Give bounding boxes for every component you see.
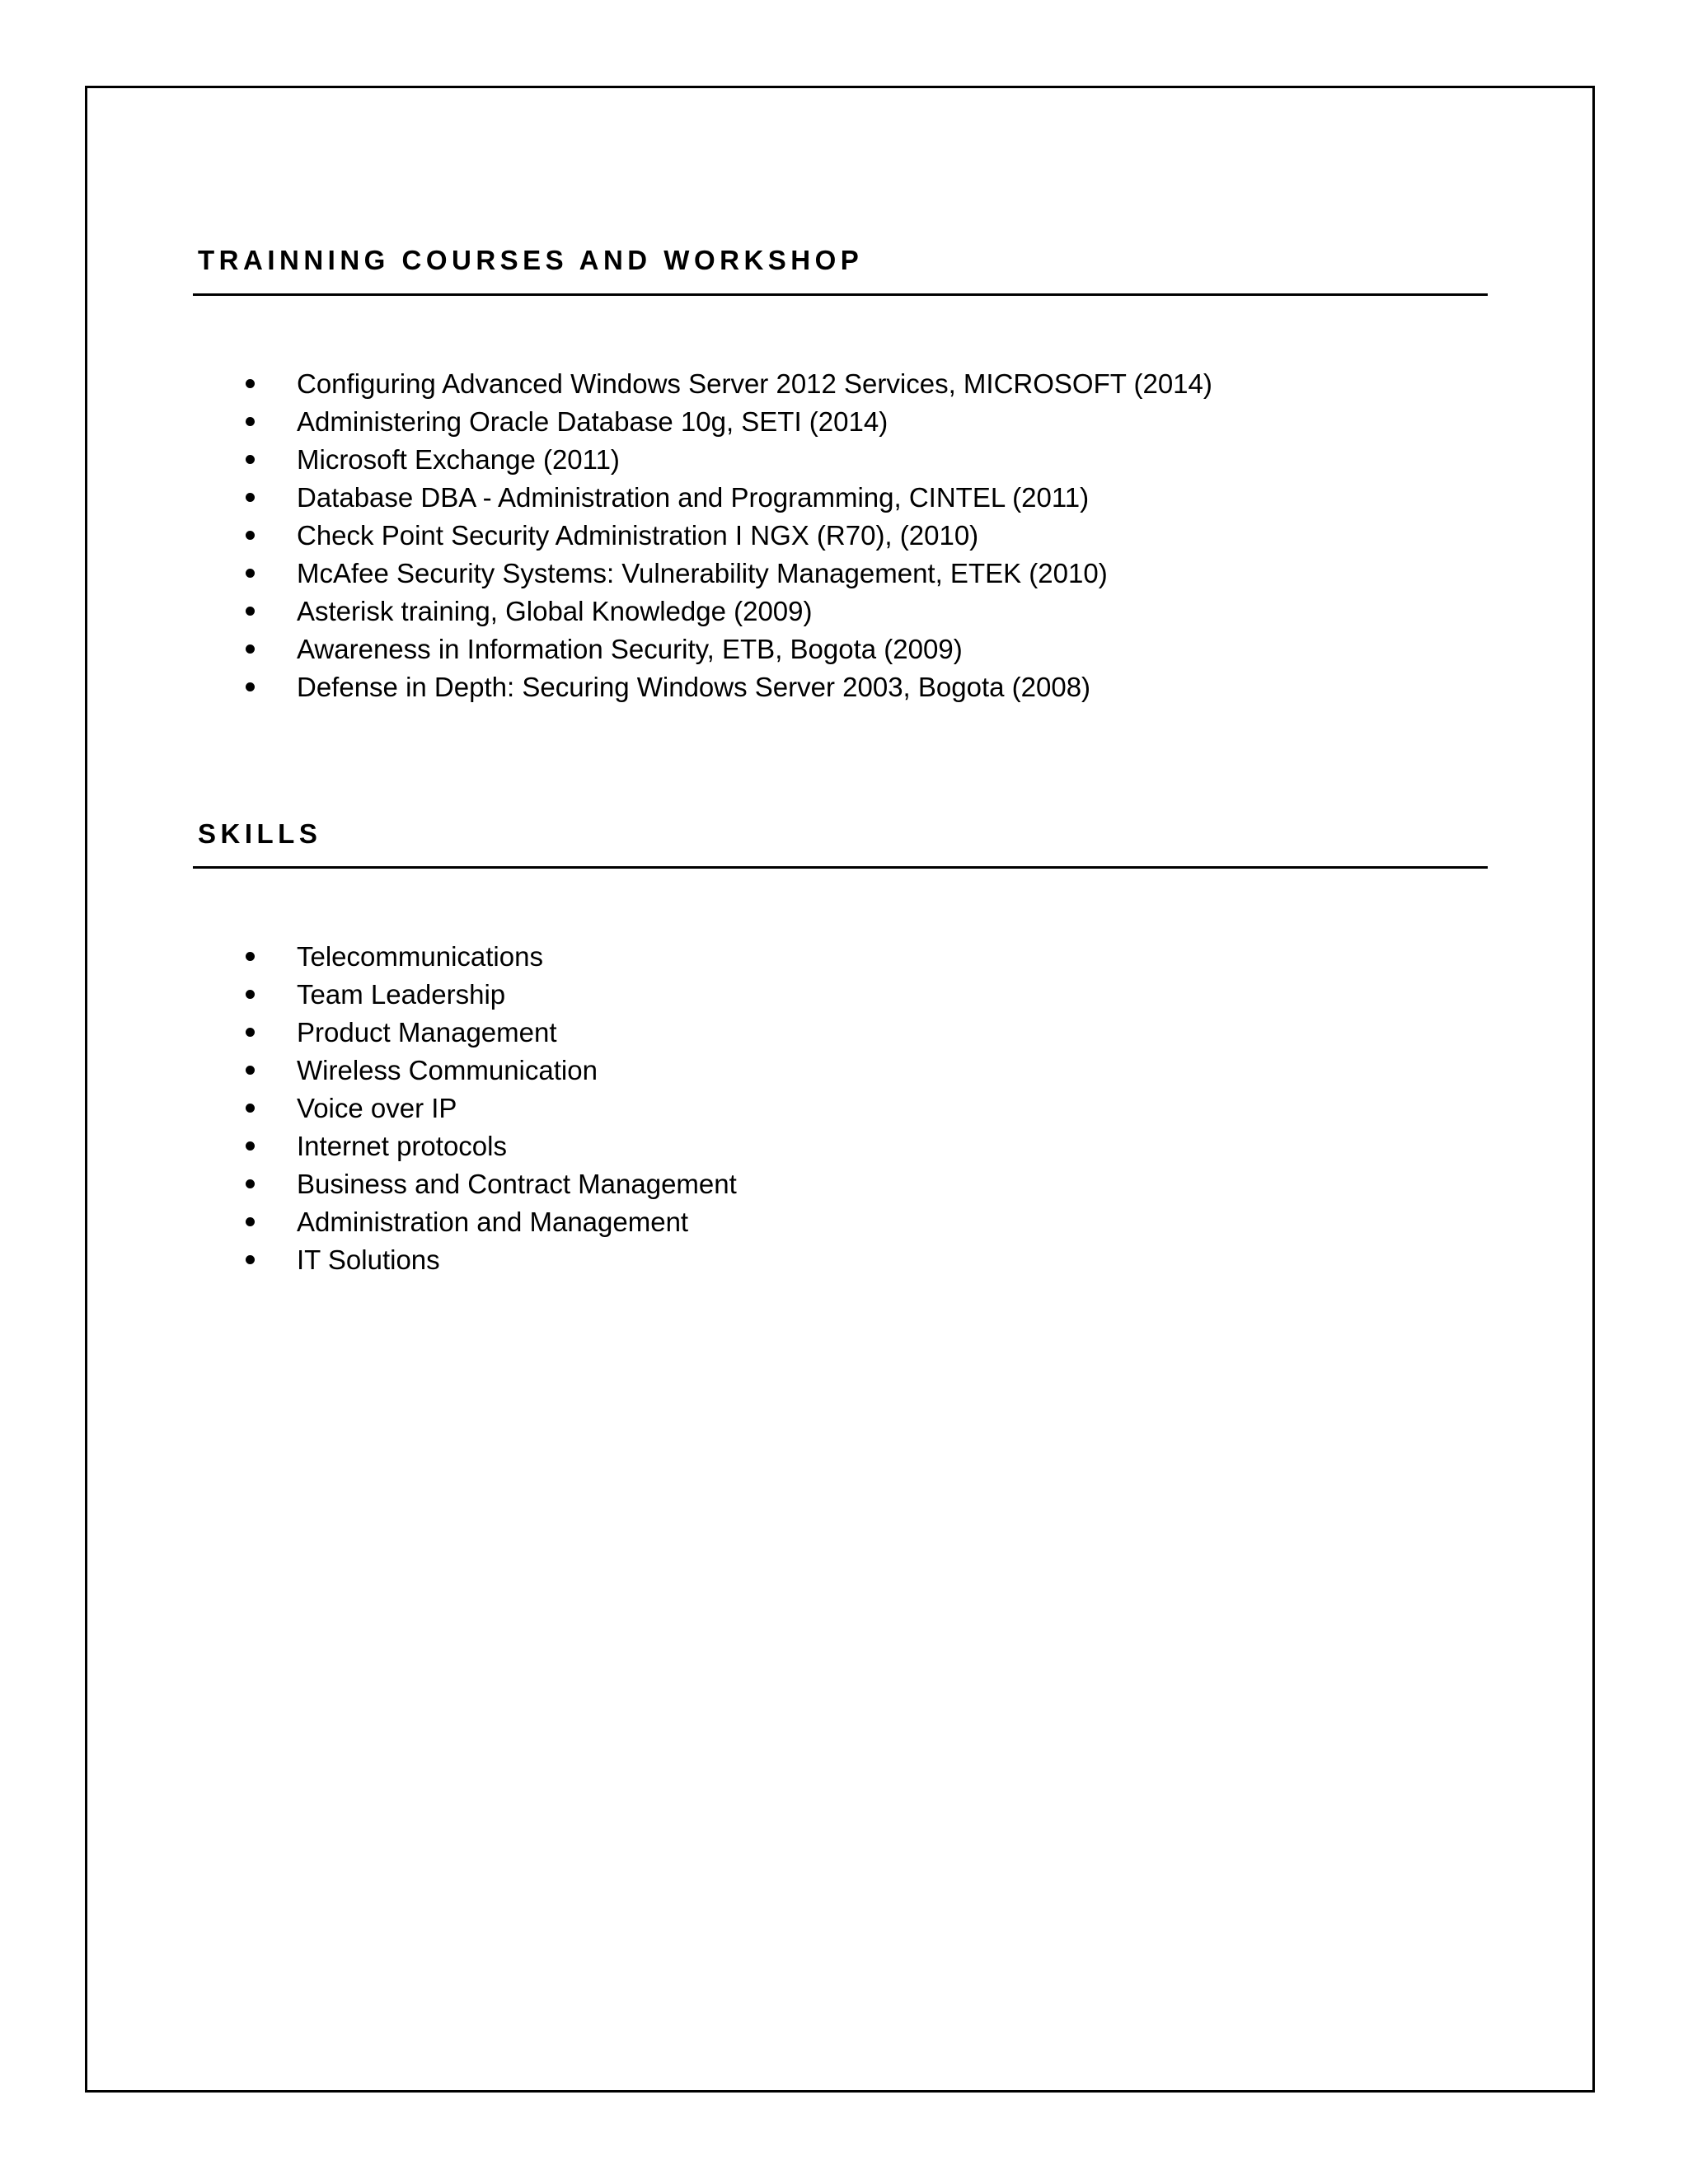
bullet-icon bbox=[246, 493, 255, 502]
bullet-icon bbox=[246, 682, 255, 691]
bullet-icon bbox=[246, 1028, 255, 1037]
skill-text: Internet protocols bbox=[297, 1131, 507, 1161]
skill-text: Wireless Communication bbox=[297, 1055, 598, 1085]
training-course-text: Asterisk training, Global Knowledge (2009) bbox=[297, 596, 813, 626]
bullet-icon bbox=[246, 1255, 255, 1264]
skill-text: Administration and Management bbox=[297, 1207, 689, 1237]
training-course-text: Awareness in Information Security, ETB, Bogota (2009) bbox=[297, 634, 963, 664]
training-section-rule bbox=[193, 293, 1488, 296]
bullet-icon bbox=[246, 569, 255, 578]
skill-text: IT Solutions bbox=[297, 1244, 440, 1275]
bullet-icon bbox=[246, 1141, 255, 1151]
bullet-icon bbox=[246, 1217, 255, 1226]
training-course-text: Administering Oracle Database 10g, SETI (2014) bbox=[297, 406, 889, 437]
training-course-text: McAfee Security Systems: Vulnerability Management, ETEK (2010) bbox=[297, 558, 1108, 588]
bullet-icon bbox=[246, 1066, 255, 1075]
bullet-icon bbox=[246, 1179, 255, 1188]
bullet-icon bbox=[246, 990, 255, 999]
bullet-icon bbox=[246, 455, 255, 464]
bullet-icon bbox=[246, 607, 255, 616]
bullet-icon bbox=[246, 1104, 255, 1113]
skill-text: Telecommunications bbox=[297, 941, 543, 972]
training-course-text: Configuring Advanced Windows Server 2012 Services, MICROSOFT (2014) bbox=[297, 368, 1212, 399]
skill-text: Product Management bbox=[297, 1017, 557, 1047]
bullet-icon bbox=[246, 644, 255, 654]
skills-section-heading: SKILLS bbox=[198, 818, 322, 849]
bullet-icon bbox=[246, 379, 255, 388]
bullet-icon bbox=[246, 417, 255, 426]
training-course-text: Microsoft Exchange (2011) bbox=[297, 444, 620, 475]
skill-text: Voice over IP bbox=[297, 1093, 457, 1123]
bullet-icon bbox=[246, 531, 255, 540]
training-course-text: Defense in Depth: Securing Windows Server 2003, Bogota (2008) bbox=[297, 672, 1091, 702]
training-course-text: Database DBA - Administration and Programming, CINTEL (2011) bbox=[297, 482, 1090, 513]
bullet-icon bbox=[246, 952, 255, 961]
training-course-text: Check Point Security Administration I NGX (R70), (2010) bbox=[297, 520, 979, 551]
skill-text: Business and Contract Management bbox=[297, 1169, 737, 1199]
training-section-heading: TRAINNING COURSES AND WORKSHOP bbox=[198, 245, 864, 275]
skill-text: Team Leadership bbox=[297, 979, 506, 1010]
skills-section-rule bbox=[193, 866, 1488, 869]
